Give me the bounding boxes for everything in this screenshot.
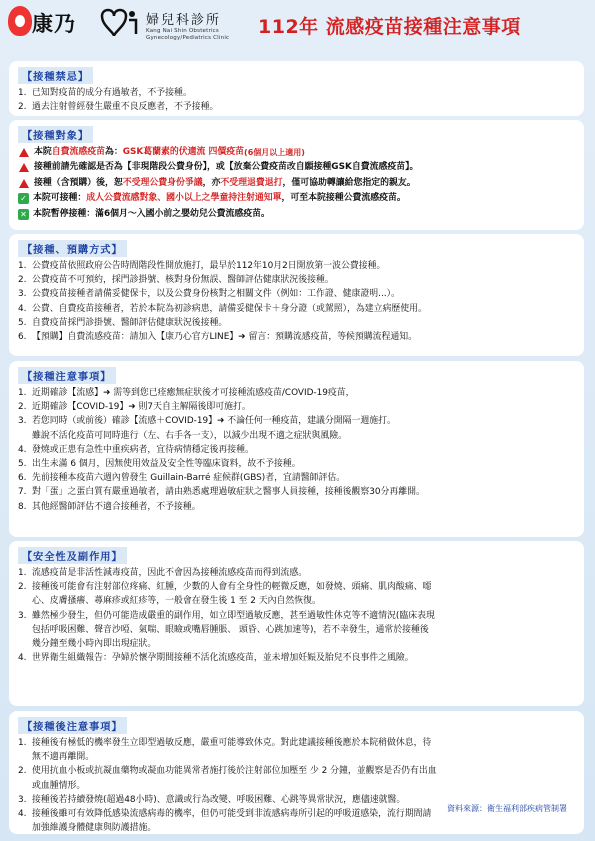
list-item: 3. 若您同時（或前後）確診【流感＋COVID-19】➜ 不論任何一種疫苗，建議分開隔一週施打。	[18, 416, 396, 427]
list-item: 3. 雖然極少發生，但仍可能造成嚴重的副作用，如立即型過敏反應，甚至過敏性休克等不適情況(臨床表現	[18, 610, 435, 621]
section-title: 【安全性及副作用】	[18, 547, 127, 564]
list-item: 8. 其他經醫師評估不適合接種者，不予接種。	[18, 501, 201, 512]
section-title: 【接種注意事項】	[18, 367, 116, 384]
warning-triangle-icon	[19, 179, 29, 188]
clinic-english-name: Kang Nai Shin Obstetrics	[146, 28, 219, 34]
cross-box-icon: ✕	[18, 209, 29, 220]
aftercare-card	[9, 711, 584, 834]
page-title: 112年 流感疫苗接種注意事項	[258, 16, 521, 38]
list-item: 1. 接種後有極低的機率發生立即型過敏反應，嚴重可能導致休克。對此建議接種後應於本院稍做休息，待	[18, 738, 432, 748]
warning-triangle-icon	[19, 163, 29, 172]
list-item: 2. 過去注射曾經發生嚴重不良反應者，不予接種。	[18, 102, 219, 113]
schedule-card	[9, 234, 584, 356]
list-item: 3. 公費疫苗接種者請備妥健保卡，以及公費身份核對之相關文件（例如：工作證、健康證明...）。	[18, 289, 400, 300]
targets-card	[9, 120, 584, 230]
list-item: 1. 流感疫苗是非活性減毒疫苗，因此不會因為接種流感疫苗而得到流感。	[18, 568, 308, 578]
target-line: 接種前請先確認是否為【非現階段公費身份】，或【放棄公費疫苗改自願接種GSK自費流感疫苗】。	[18, 160, 575, 175]
list-item: 2. 使用抗血小板或抗凝血藥物或凝血功能異常者施打後於注射部位加壓至 少 2 分鐘，並觀察是否仍有出血	[18, 766, 437, 777]
list-item-continuation: 加強維護身體健康與防護措施。	[32, 823, 157, 834]
list-item: 1. 已知對疫苗的成分有過敏者，不予接種。	[18, 88, 192, 98]
list-item: 5. 出生未滿 6 個月，因無使用效益及安全性等臨床資料，故不予接種。	[18, 459, 301, 470]
list-item: 6. 【預購】自費流感疫苗：請加入【康乃心官方LINE】➜ 留言：預購流感疫苗，等候預購流程通知。	[18, 332, 418, 343]
target-line: ✕ 本院暫停接種：滿6個月～入國小前之嬰幼兒公費流感疫苗。	[18, 207, 575, 222]
list-item: 1. 近期確診【流感】➜ 需等到您已痊癒無症狀後才可接種流感疫苗/COVID-19疫苗，	[18, 388, 355, 398]
list-item: 4. 公費、自費疫苗接種者，若於本院為初診病患，請備妥健保卡＋身分證（或駕照），為建立病歷使用。	[18, 303, 427, 314]
list-item-continuation: 幾分鐘至幾小時內即出現症狀。	[32, 639, 157, 650]
section-title: 【接種禁忌】	[18, 67, 93, 84]
target-line: 本院 自費流感疫苗 為： GSK葛蘭素的伏適流 四價疫苗 (6個月以上適用)	[18, 145, 575, 160]
list-item: 6. 先前接種本疫苗六週內曾發生 Guillain-Barré 症候群(GBS)者，宜請醫師評估。	[18, 473, 346, 484]
check-box-icon: ✓	[18, 193, 29, 204]
list-item: 4. 世界衛生組織報告：孕婦於懷孕期間接種不活化流感疫苗，並未增加妊娠及胎兒不良事件之風險。	[18, 653, 414, 664]
list-item: 2. 公費疫苗不可預約，採門診掛號、核對身份無誤、醫師評估健康狀況後接種。	[18, 275, 334, 286]
list-item: 1. 公費疫苗依照政府公告時間階段性開放施打，最早於112年10月2日開放第一波公費接種。	[18, 261, 386, 271]
target-line: 接種（含預購）後，恕 不受理公費身份爭議 ，亦 不受理退費退打 ，僅可協助轉讓給您指定的親友。	[18, 176, 575, 191]
list-item-continuation: 無不適再離開。	[32, 752, 95, 763]
contraindications-card	[9, 61, 584, 116]
notices-card	[9, 361, 584, 537]
list-item: 2. 近期確診【COVID-19】➜ 則7天自主解隔後即可施打。	[18, 402, 251, 413]
list-item: 3. 接種後若持續發燒(超過48小時)、意識或行為改變、呼吸困難、心跳等異常狀況，應儘速就醫。	[18, 794, 406, 805]
page-header	[0, 0, 595, 56]
list-item: 2. 接種後可能會有注射部位疼痛、紅腫，少數的人會有全身性的輕微反應，如發燒、頭痛、肌肉酸痛、噁	[18, 582, 432, 593]
section-title: 【接種、預購方式】	[18, 240, 127, 257]
source-credit: 資料來源：衛生福利部疾病管制署	[447, 804, 567, 813]
heart-logo-icon	[98, 6, 142, 38]
brand-name: 康乃	[32, 12, 76, 36]
target-line: ✓ 本院可接種： 成人公費流感對象、國小以上之學童持注射通知單 ，可至本院接種公費流感疫苗。	[18, 191, 575, 206]
list-item: 4. 發燒或正患有急性中重疾病者，宜待病情穩定後再接種。	[18, 444, 254, 455]
section-title: 【接種後注意事項】	[18, 717, 127, 734]
list-item-continuation: 或血腫情形。	[32, 780, 86, 791]
list-item: 5. 自費疫苗採門診掛號、醫師評估健康狀況後接種。	[18, 317, 228, 328]
list-item-continuation: 包括呼吸困難、聲音沙啞、氣喘、眼瞼或嘴唇腫脹、 頭昏、心跳加速等)，若不幸發生，通常於接種後	[32, 624, 429, 635]
warning-triangle-icon	[19, 148, 29, 157]
list-item-continuation: 雖說不活化疫苗可同時進行（左、右手各一支），以減少出現不適之症狀與風險。	[32, 430, 348, 441]
list-item: 4. 接種後雖可有效降低感染流感病毒的機率，但仍可能受到非流感病毒所引起的呼吸道感染，流行期間請	[18, 809, 432, 820]
clinic-logo-icon	[8, 6, 32, 36]
clinic-name: 婦兒科診所	[146, 13, 222, 28]
safety-card	[9, 541, 584, 706]
clinic-english-subtitle: Gynecology/Pediatrics Clinic	[146, 35, 230, 41]
section-title: 【接種對象】	[18, 126, 93, 143]
list-item-continuation: 心、皮膚搔癢、蕁麻疹或紅疹等，一般會在發生後 1 至 2 天內自然恢復。	[32, 596, 321, 607]
list-item: 7. 對「蛋」之蛋白質有嚴重過敏者，請由熟悉處理過敏症狀之醫事人員接種，接種後觀察30分再離開。	[18, 487, 425, 498]
